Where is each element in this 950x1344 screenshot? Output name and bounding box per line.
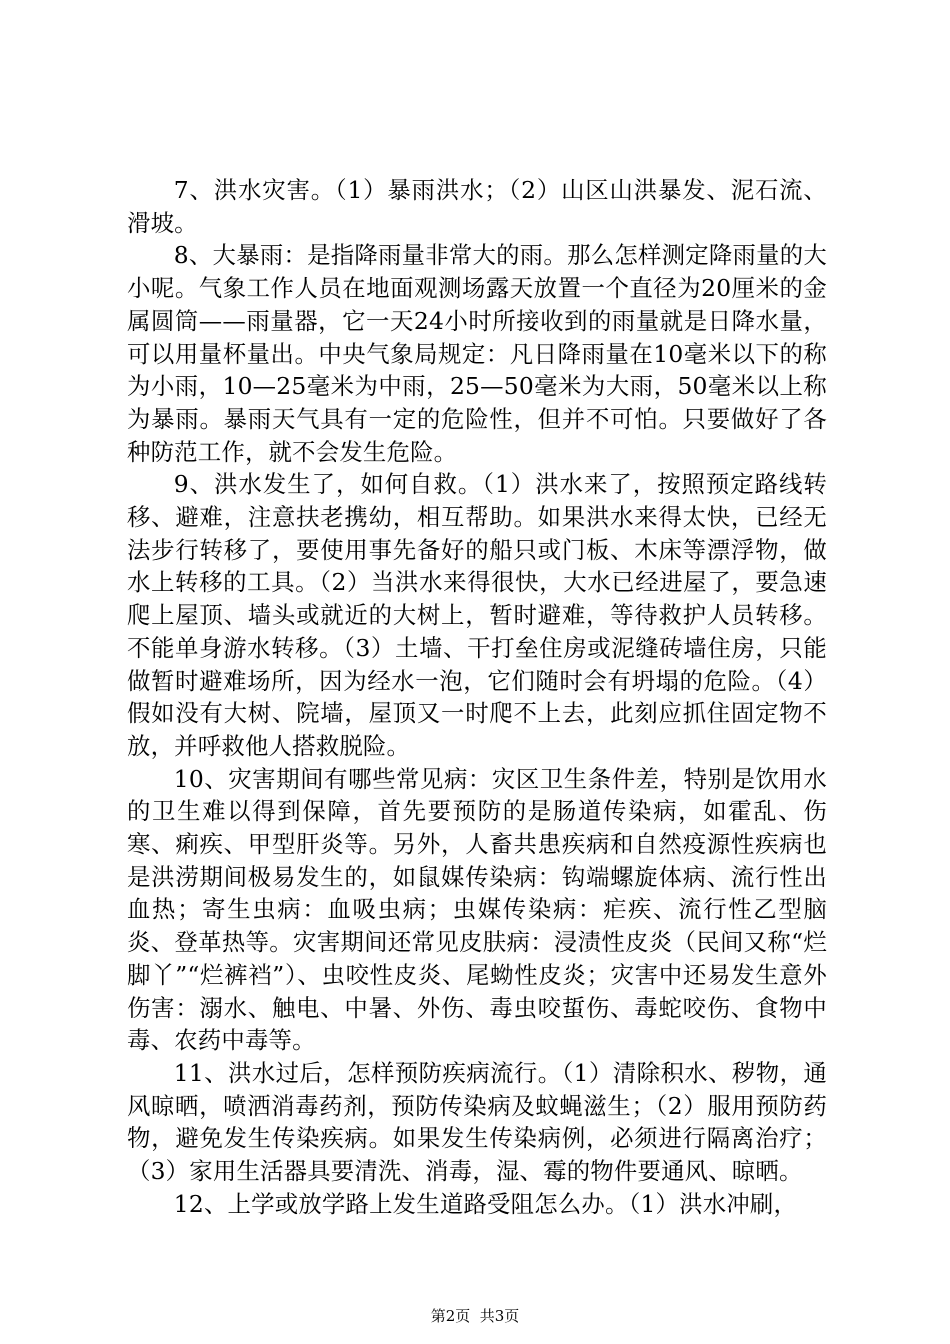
paragraph-road-blocked: 12、上学或放学路上发生道路受阻怎么办。（1）洪水冲刷， bbox=[173, 1189, 798, 1218]
paragraph-flood-self-rescue: 9、洪水发生了，如何自救。（1）洪水来了，按照预定路线转移、避难，注意扶老携幼，相互帮助。如果洪水来得太快，已经无法步行转移了，要使用事先备好的船只或门板、木床等漂浮物，做水上转移的工具。（2）当洪水来得很快，大水已经进屋了，要急速爬上屋顶、墙头或就近的大树上，暂时避难，等待救护人员转移。不能单身游水转移。（3）土墙、干打垒住房或泥缝砖墙住房，只能做暂时避难场所，因为经水一泡，它们随时会有坍塌的危险。（4）假如没有大树、院墙，屋顶又一时爬不上去，此刻应抓住固定物不放，并呼救他人搭救脱险。 bbox=[127, 470, 827, 760]
paragraph-common-diseases: 10、灾害期间有哪些常见病：灾区卫生条件差，特别是饮用水的卫生难以得到保障，首先要预防的是肠道传染病，如霍乱、伤寒、痢疾、甲型肝炎等。另外，人畜共患疾病和自然疫源性疾病也是洪涝期间极易发生的，如鼠媒传染病：钩端螺旋体病、流行性出血热；寄生虫病：血吸虫病；虫媒传染病：疟疾、流行性乙型脑炎、登革热等。灾害期间还常见皮肤病：浸渍性皮炎（民间又称“烂脚丫”“烂裤裆”）、虫咬性皮炎、尾蚴性皮炎；灾害中还易发生意外伤害：溺水、触电、中暑、外伤、毒虫咬蜇伤、毒蛇咬伤、食物中毒、农药中毒等。 bbox=[127, 764, 827, 1055]
body-text bbox=[127, 174, 827, 1221]
page-number-footer: 第2页 共3页 bbox=[430, 1307, 520, 1325]
paragraph-disease-prevention: 11、洪水过后，怎样预防疾病流行。（1）清除积水、秽物，通风晾晒，喷洒消毒药剂，预防传染病及蚊蝇滋生；（2）服用预防药物，避免发生传染疾病。如果发生传染病例，必须进行隔离治疗；（3）家用生活器具要清洗、消毒，湿、霉的物件要通风、晾晒。 bbox=[127, 1058, 827, 1186]
paragraph-flood-disasters: 7、洪水灾害。（1）暴雨洪水；（2）山区山洪暴发、泥石流、滑坡。 bbox=[127, 176, 827, 237]
paragraph-heavy-rainstorm: 8、大暴雨：是指降雨量非常大的雨。那么怎样测定降雨量的大小呢。气象工作人员在地面观测场露天放置一个直径为20厘米的金属圆筒——雨量器，它一天24小时所接收到的雨量就是日降水量，可以用量杯量出。中央气象局规定：凡日降雨量在10毫米以下的称为小雨，10—25毫米为中雨，25—50毫米为大雨，50毫米以上称为暴雨。暴雨天气具有一定的危险性，但并不可怕。只要做好了各种防范工作，就不会发生危险。 bbox=[127, 241, 827, 466]
